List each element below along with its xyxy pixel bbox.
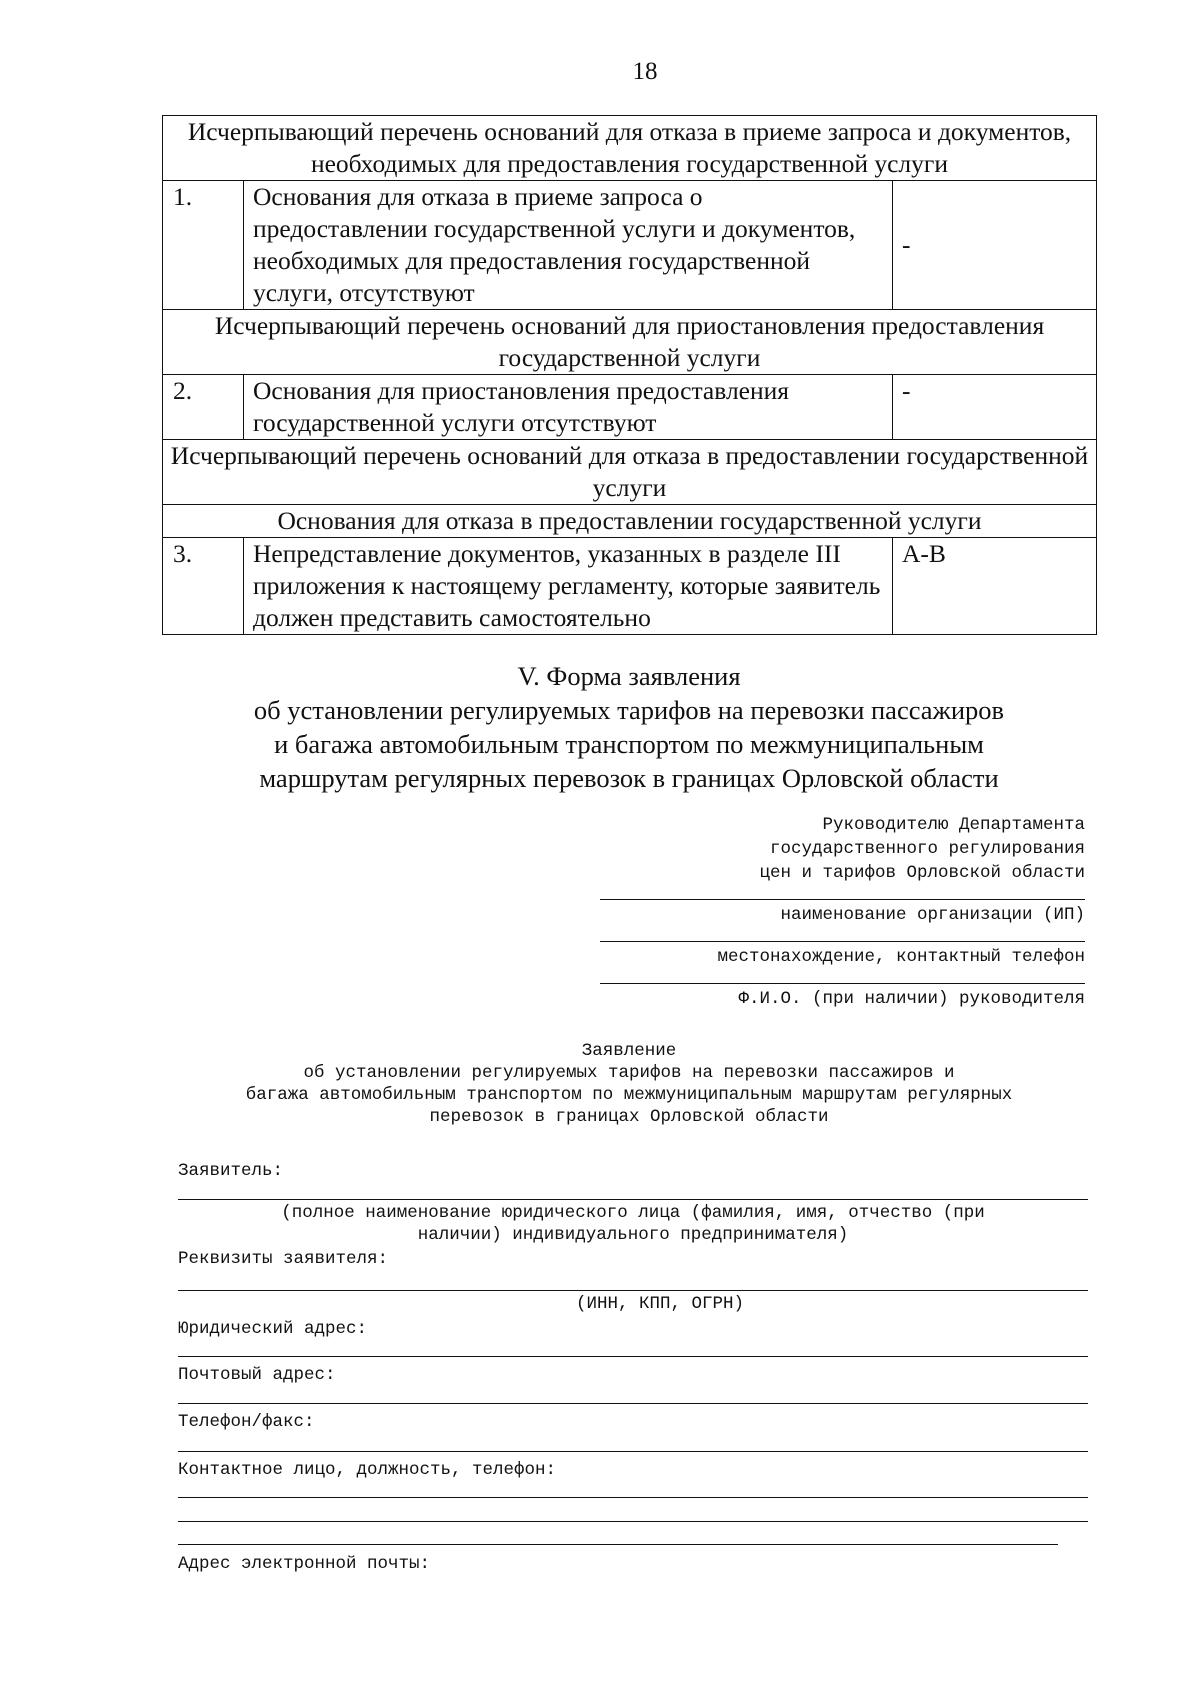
email-label: Адрес электронной почты:	[178, 1554, 431, 1574]
applicant-caption-line: (полное наименование юридического лица (фамилия, имя, отчество (при	[281, 1203, 985, 1223]
head-name-caption: Ф.И.О. (при наличии) руководителя	[738, 989, 1085, 1009]
row-text: Основания для приостановления предоставления государственной услуги отсутствуют	[244, 375, 893, 440]
row-reference: -	[893, 375, 1097, 440]
statement-title-line: Заявление	[581, 1041, 677, 1061]
section-title	[162, 659, 1096, 795]
contact-line[interactable]	[178, 1544, 1058, 1545]
addressee-block	[600, 813, 1085, 1011]
page-number: 18	[632, 58, 658, 85]
postal-address-line[interactable]	[178, 1403, 1088, 1404]
table-row	[163, 538, 1097, 635]
organization-name-line[interactable]	[600, 899, 1085, 900]
requisites-label: Реквизиты заявителя:	[178, 1249, 389, 1269]
applicant-label: Заявитель:	[178, 1161, 284, 1181]
applicant-caption	[178, 1202, 1088, 1246]
contact-line[interactable]	[178, 1521, 1088, 1522]
statement-title-line: об установлении регулируемых тарифов на перевозки пассажиров и	[303, 1063, 955, 1083]
requisites-caption: (ИНН, КПП, ОГРН)	[575, 1294, 745, 1314]
table-row	[163, 375, 1097, 440]
location-line[interactable]	[600, 941, 1085, 942]
table-row	[163, 310, 1097, 375]
contact-line[interactable]	[178, 1497, 1088, 1498]
addressee-line: Руководителю Департамента	[822, 815, 1085, 835]
row-number: 2.	[163, 375, 244, 440]
row-reference: А-В	[893, 538, 1097, 635]
table-section-header: Исчерпывающий перечень оснований для приостановления предоставления государственной услуги	[163, 310, 1097, 375]
addressee-line: цен и тарифов Орловской области	[759, 863, 1085, 883]
organization-name-caption: наименование организации (ИП)	[780, 905, 1085, 925]
row-text: Непредставление документов, указанных в разделе III приложения к настоящему регламенту, которые заявитель должен представить самостоятельно	[244, 538, 893, 635]
phone-fax-line[interactable]	[178, 1451, 1088, 1452]
row-text: Основания для отказа в приеме запроса о предоставлении государственной услуги и документов, необходимых для предоставления государственной услуги, отсутствуют	[244, 181, 893, 310]
requisites-line[interactable]	[178, 1290, 1088, 1291]
table-row	[163, 181, 1097, 310]
row-reference: -	[893, 181, 1097, 310]
section-title-line: маршрутам регулярных перевозок в границах Орловской области	[259, 763, 999, 793]
row-number: 1.	[163, 181, 244, 310]
refusal-grounds-table	[162, 115, 1097, 635]
table-section-header: Исчерпывающий перечень оснований для отказа в приеме запроса и документов, необходимых для предоставления государственной услуги	[163, 116, 1097, 181]
legal-address-label: Юридический адрес:	[178, 1319, 368, 1339]
table-row	[163, 116, 1097, 181]
table-subheader: Основания для отказа в предоставлении государственной услуги	[163, 505, 1097, 538]
table-row	[163, 505, 1097, 538]
statement-title-line: багажа автомобильным транспортом по межмуниципальным маршрутам регулярных	[245, 1085, 1013, 1105]
statement-title	[162, 1040, 1096, 1128]
legal-address-line[interactable]	[178, 1356, 1088, 1357]
row-number: 3.	[163, 538, 244, 635]
section-title-line: и багажа автомобильным транспортом по межмуниципальным	[274, 729, 984, 759]
location-caption: местонахождение, контактный телефон	[717, 947, 1085, 967]
addressee-line: государственного регулирования	[769, 839, 1085, 859]
applicant-caption-line: наличии) индивидуального предпринимателя)	[417, 1225, 849, 1245]
table-row	[163, 440, 1097, 505]
statement-title-line: перевозок в границах Орловской области	[429, 1107, 829, 1127]
phone-fax-label: Телефон/факс:	[178, 1412, 315, 1432]
applicant-name-line[interactable]	[178, 1199, 1088, 1200]
postal-address-label: Почтовый адрес:	[178, 1365, 336, 1385]
contact-label: Контактное лицо, должность, телефон:	[178, 1460, 557, 1480]
head-name-line[interactable]	[600, 983, 1085, 984]
table-section-header: Исчерпывающий перечень оснований для отказа в предоставлении государственной услуги	[163, 440, 1097, 505]
section-title-line: об установлении регулируемых тарифов на перевозки пассажиров	[253, 695, 1005, 725]
section-title-line: V. Форма заявления	[517, 661, 741, 691]
